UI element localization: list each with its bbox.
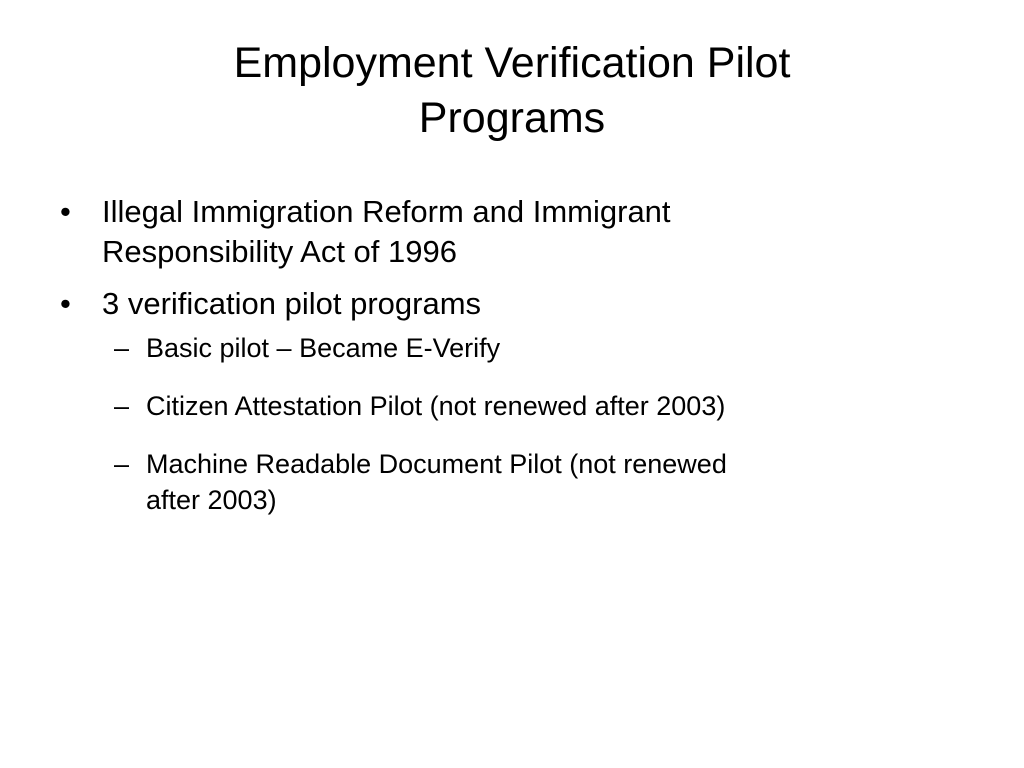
bullet-marker: • <box>60 286 71 321</box>
slide-title-line-1: Employment Verification Pilot <box>233 39 791 87</box>
sub-bullet-text: Citizen Attestation Pilot (not renewed after 2003) <box>146 391 726 421</box>
sub-bullet-list <box>102 330 960 518</box>
sub-bullet-machine-readable <box>102 446 960 518</box>
bullet-list <box>60 192 960 540</box>
sub-bullet-text: Basic pilot – Became E-Verify <box>146 333 501 363</box>
bullet-text: 3 verification pilot programs <box>102 286 482 321</box>
bullet-text-line-1: Illegal Immigration Reform and Immigrant <box>102 194 671 229</box>
slide-title <box>100 36 924 146</box>
sub-bullet-text-line-1: Machine Readable Document Pilot (not renewed <box>146 449 727 479</box>
sub-bullet-marker: – <box>114 449 130 479</box>
sub-bullet-marker: – <box>114 333 130 363</box>
bullet-text-line-2: Responsibility Act of 1996 <box>102 234 457 269</box>
sub-bullet-text-line-2: after 2003) <box>146 485 277 515</box>
slide-title-line-2: Programs <box>418 94 606 142</box>
bullet-item-pilot-programs <box>60 284 960 518</box>
sub-bullet-citizen-attestation <box>102 388 960 424</box>
sub-bullet-basic-pilot <box>102 330 960 366</box>
bullet-item-act <box>60 192 960 272</box>
sub-bullet-marker: – <box>114 391 130 421</box>
bullet-marker: • <box>60 194 71 229</box>
